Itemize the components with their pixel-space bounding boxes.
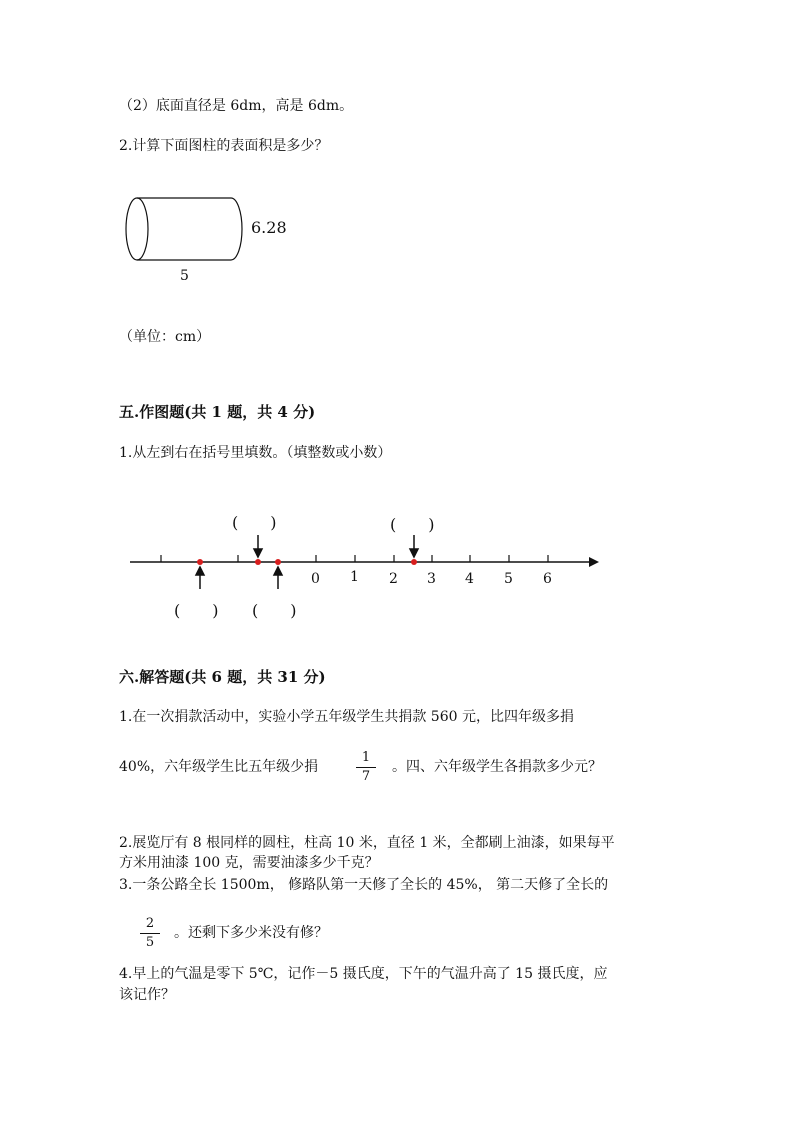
question-4-2: 2.计算下面图柱的表面积是多少？ — [119, 138, 329, 154]
answer-blank[interactable]: ( ) — [174, 601, 219, 620]
number-label-2: 2 — [389, 571, 398, 587]
point — [275, 559, 281, 565]
fraction-numerator: 1 — [361, 750, 371, 765]
answer-blank[interactable]: ( ) — [232, 513, 277, 532]
number-label-4: 4 — [465, 571, 474, 587]
cylinder-height-label: 6.28 — [251, 218, 287, 237]
question-6-1-line-2-end: 。四、六年级学生各捐款多少元？ — [392, 759, 602, 775]
number-label-3: 3 — [427, 571, 436, 587]
point — [197, 559, 203, 565]
answer-blank[interactable]: ( ) — [252, 601, 297, 620]
question-6-2-line-2: 方米用油漆 100 克，需要油漆多少千克？ — [119, 855, 379, 871]
answer-blank[interactable]: ( ) — [390, 515, 435, 534]
question-6-1-line-2: 40%，六年级学生比五年级少捐 — [119, 759, 319, 775]
section-6-title: 六.解答题(共 6 题，共 31 分) — [119, 668, 326, 686]
down-arrow-head — [254, 549, 262, 557]
number-label-0: 0 — [311, 571, 320, 587]
section-5-title: 五.作图题(共 1 题，共 4 分) — [119, 403, 316, 421]
fraction-bar — [140, 933, 160, 934]
fraction-bar — [356, 767, 376, 768]
fraction-one-seventh — [354, 750, 378, 785]
question-6-1-line-1: 1.在一次捐款活动中，实验小学五年级学生共捐款 560 元，比四年级多捐 — [119, 709, 574, 725]
question-6-4-line-1: 4.早上的气温是零下 5℃，记作－5 摄氏度，下午的气温升高了 15 摄氏度，应 — [119, 966, 608, 982]
point — [255, 559, 261, 565]
number-label-1: 1 — [350, 569, 359, 585]
fraction-two-fifths — [138, 916, 162, 951]
fraction-numerator: 2 — [145, 916, 155, 931]
number-label-5: 5 — [504, 571, 513, 587]
question-4-2-subpart: （2）底面直径是 6dm，高是 6dm。 — [119, 98, 354, 114]
question-6-3-line-2: 。还剩下多少米没有修？ — [174, 925, 328, 941]
unit-note: （单位：cm） — [119, 329, 211, 345]
up-arrow-head — [196, 567, 204, 575]
question-6-3-line-1: 3.一条公路全长 1500m， 修路队第一天修了全长的 45%， 第二天修了全长的 — [119, 877, 609, 893]
question-6-2-line-1: 2.展览厅有 8 根同样的圆柱，柱高 10 米，直径 1 米，全都刷上油漆，如果每平 — [119, 835, 615, 851]
question-6-4-line-2: 该记作？ — [119, 987, 175, 1003]
down-arrow-head — [410, 549, 418, 557]
section-5-question-1: 1.从左到右在括号里填数。（填整数或小数） — [119, 445, 392, 461]
fraction-denominator: 5 — [145, 935, 155, 950]
up-arrow-head — [274, 567, 282, 575]
number-line-arrowhead — [589, 557, 599, 567]
number-line-ticks — [161, 555, 548, 562]
fraction-denominator: 7 — [361, 769, 371, 784]
point — [411, 559, 417, 565]
cylinder-length-label: 5 — [180, 268, 189, 284]
number-label-6: 6 — [543, 571, 552, 587]
